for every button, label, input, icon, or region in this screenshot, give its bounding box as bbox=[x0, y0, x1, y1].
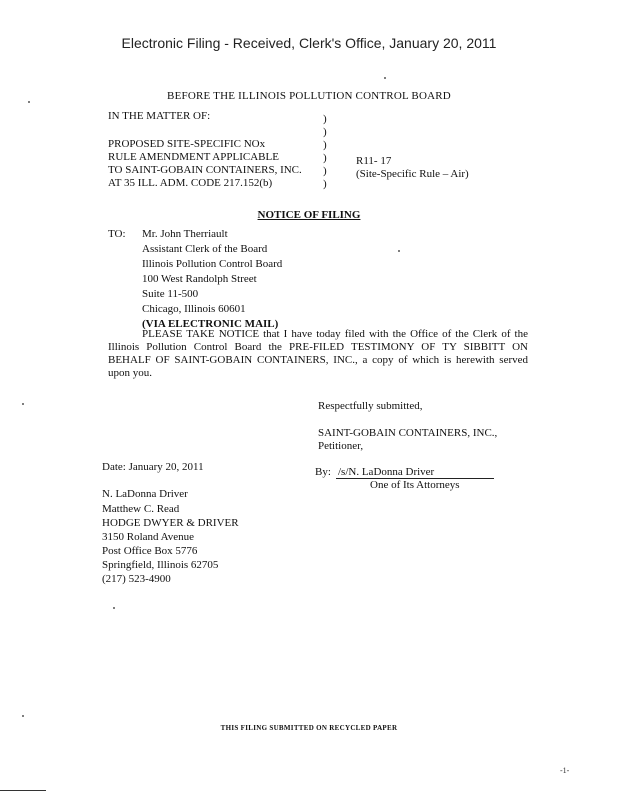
electronic-signature: /s/N. LaDonna Driver bbox=[338, 466, 435, 478]
matter-label: IN THE MATTER OF: bbox=[108, 110, 211, 122]
scan-speck bbox=[22, 715, 24, 717]
counsel-line: (217) 523-4900 bbox=[102, 573, 171, 585]
respectfully-submitted: Respectfully submitted, bbox=[318, 400, 423, 412]
counsel-line: Post Office Box 5776 bbox=[102, 545, 198, 557]
docket-number: R11- 17 bbox=[356, 155, 392, 167]
scan-speck bbox=[22, 403, 24, 405]
caption-line: TO SAINT-GOBAIN CONTAINERS, INC. bbox=[108, 164, 302, 176]
counsel-line: 3150 Roland Avenue bbox=[102, 531, 195, 543]
address-line: Illinois Pollution Control Board bbox=[142, 258, 283, 270]
caption-paren: ) bbox=[323, 113, 327, 125]
caption-paren: ) bbox=[323, 165, 327, 177]
scan-speck bbox=[398, 250, 400, 252]
filing-stamp: Electronic Filing - Received, Clerk's Office, January 20, 2011 bbox=[121, 35, 497, 51]
caption-line: AT 35 ILL. ADM. CODE 217.152(b) bbox=[108, 177, 273, 189]
delivery-method: (VIA ELECTRONIC MAIL) bbox=[142, 318, 279, 330]
caption-paren: ) bbox=[323, 126, 327, 138]
scan-speck bbox=[113, 607, 115, 609]
caption-paren: ) bbox=[323, 178, 327, 190]
scan-speck bbox=[28, 101, 30, 103]
board-title: BEFORE THE ILLINOIS POLLUTION CONTROL BOARD bbox=[167, 90, 451, 102]
notice-title: NOTICE OF FILING bbox=[257, 209, 361, 221]
petitioner-role: Petitioner, bbox=[318, 440, 364, 452]
notice-body-text: PLEASE TAKE NOTICE that I have today filed with the Office of the Clerk of the Illinois Pollution Control Board the PRE-FILED TESTIMONY OF TY SIBBITT ON BEHALF OF SAINT-GOBAIN CONTAINERS, INC., a copy of which is herewith served upon you. bbox=[108, 328, 528, 379]
to-label: TO: bbox=[108, 228, 126, 240]
filing-date: Date: January 20, 2011 bbox=[102, 461, 204, 473]
address-line: 100 West Randolph Street bbox=[142, 273, 257, 285]
address-line: Assistant Clerk of the Board bbox=[142, 243, 268, 255]
counsel-line: N. LaDonna Driver bbox=[102, 488, 188, 500]
caption-paren: ) bbox=[323, 139, 327, 151]
docket-type: (Site-Specific Rule – Air) bbox=[356, 168, 469, 180]
address-line: Mr. John Therriault bbox=[142, 228, 228, 240]
caption-paren: ) bbox=[323, 152, 327, 164]
recycled-paper-note: THIS FILING SUBMITTED ON RECYCLED PAPER bbox=[220, 724, 398, 732]
notice-body bbox=[108, 328, 528, 380]
address-line: Suite 11-500 bbox=[142, 288, 199, 300]
address-line: Chicago, Illinois 60601 bbox=[142, 303, 246, 315]
caption-line: RULE AMENDMENT APPLICABLE bbox=[108, 151, 279, 163]
by-label: By: bbox=[315, 466, 331, 478]
scan-edge-line bbox=[0, 790, 46, 791]
signature-title: One of Its Attorneys bbox=[370, 479, 460, 491]
scan-speck bbox=[384, 77, 386, 79]
counsel-line: Matthew C. Read bbox=[102, 503, 180, 515]
counsel-line: Springfield, Illinois 62705 bbox=[102, 559, 219, 571]
petitioner-name: SAINT-GOBAIN CONTAINERS, INC., bbox=[318, 427, 498, 439]
counsel-line: HODGE DWYER & DRIVER bbox=[102, 517, 239, 529]
caption-line: PROPOSED SITE-SPECIFIC NOx bbox=[108, 138, 266, 150]
page-number: -1- bbox=[560, 766, 570, 775]
